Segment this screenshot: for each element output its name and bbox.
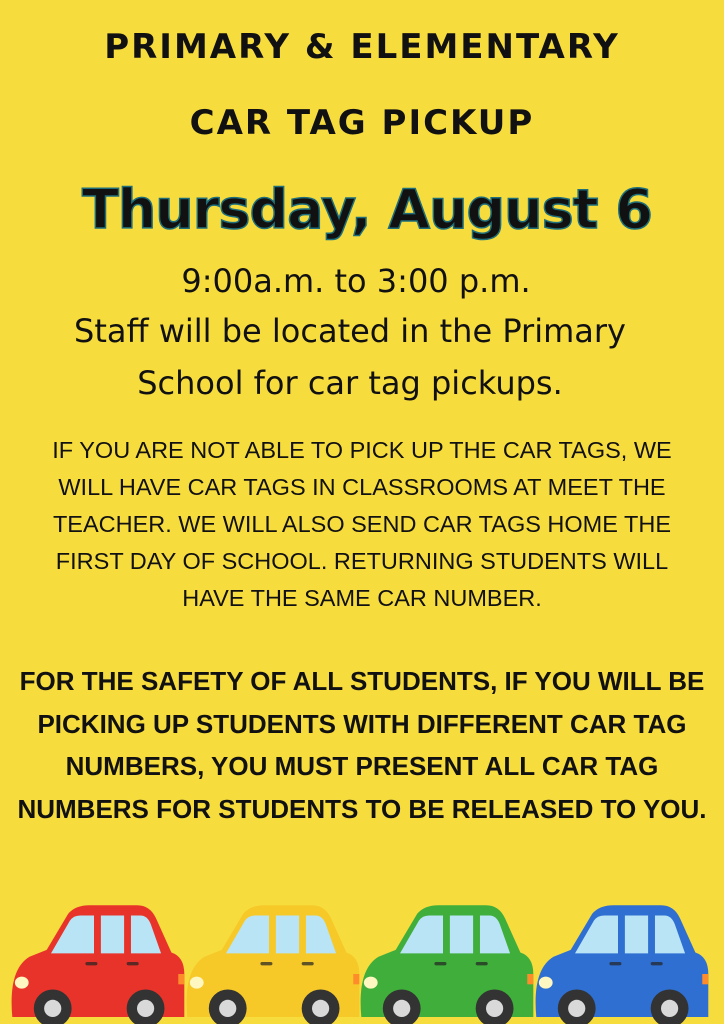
location-line2: School for car tag pickups. — [137, 364, 563, 402]
location-line1: Staff will be located in the Primary — [74, 312, 626, 350]
cars-illustration — [0, 880, 724, 1024]
blue-car-icon — [536, 905, 709, 1024]
safety-paragraph: FOR THE SAFETY OF ALL STUDENTS, IF YOU WILL BE PICKING UP STUDENTS WITH DIFFERENT CAR TAG NUMBERS, YOU MUST PRESENT ALL CAR TAG NUMBERS FOR STUDENTS TO BE RELEASED TO YOU. — [17, 666, 707, 824]
flyer-title-line2: CAR TAG PICKUP — [189, 103, 535, 143]
flyer-title-line1: PRIMARY & ELEMENTARY — [104, 27, 620, 67]
green-car-icon — [361, 905, 534, 1024]
event-date: Thursday, August 6 — [82, 178, 652, 241]
yellow-car-icon — [187, 905, 360, 1024]
event-time: 9:00a.m. to 3:00 p.m. — [181, 262, 531, 300]
red-car-icon — [12, 905, 185, 1024]
info-paragraph: IF YOU ARE NOT ABLE TO PICK UP THE CAR TAGS, WE WILL HAVE CAR TAGS IN CLASSROOMS AT MEET THE TEACHER. WE WILL ALSO SEND CAR TAGS HOME THE FIRST DAY OF SCHOOL. RETURNING STUDENTS WILL HAVE THE SAME CAR NUMBER. — [52, 437, 672, 611]
